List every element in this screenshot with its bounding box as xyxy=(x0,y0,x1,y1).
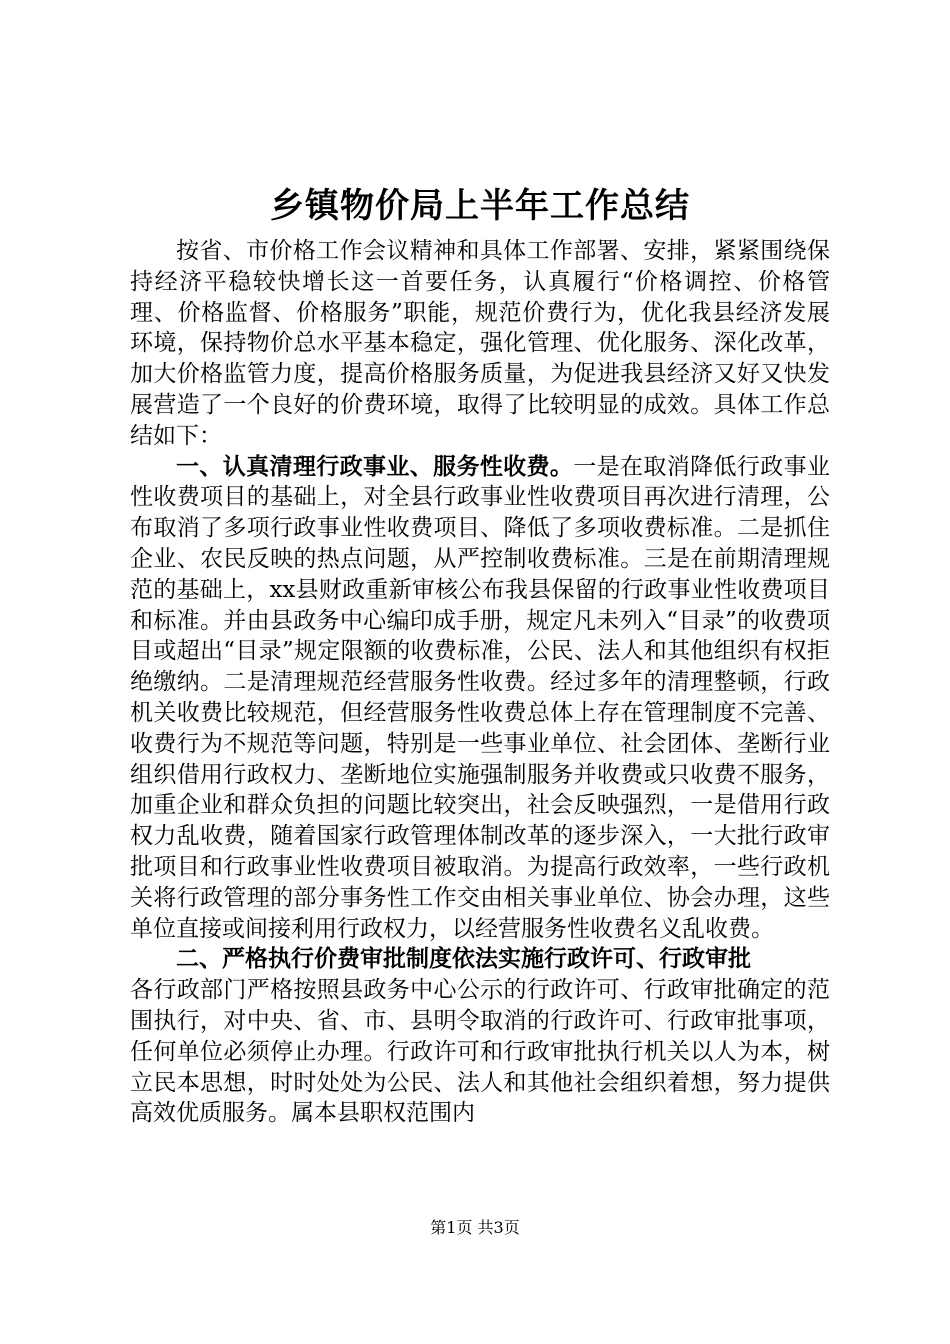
section-1-paragraph xyxy=(130,452,830,945)
intro-paragraph: 按省、市价格工作会议精神和具体工作部署、安排，紧紧围绕保持经济平稳较快增长这一首要任务，认真履行“价格调控、价格管理、价格监督、价格服务”职能，规范价费行为，优化我县经济发展环境，保持物价总水平基本稳定，强化管理、优化服务、深化改革，加大价格监管力度，提高价格服务质量，为促进我县经济又好又快发展营造了一个良好的价费环境，取得了比较明显的成效。具体工作总结如下： xyxy=(130,238,830,449)
document-page xyxy=(130,180,830,1129)
section-2-body: 各行政部门严格按照县政务中心公示的行政许可、行政审批确定的范围执行，对中央、省、市、县明令取消的行政许可、行政审批事项，任何单位必须停止办理。行政许可和行政审批执行机关以人为本，树立民本思想，时时处处为公民、法人和其他社会组织着想，努力提供高效优质服务。属本县职权范围内 xyxy=(130,977,830,1127)
section-1-body: 一是在取消降低行政事业性收费项目的基础上，对全县行政事业性收费项目再次进行清理，公布取消了多项行政事业性收费项目、降低了多项收费标准。二是抓住企业、农民反映的热点问题，从严控制收费标准。三是在前期清理规范的基础上，xx县财政重新审核公布我县保留的行政事业性收费项目和标准。并由县政务中心编印成手册，规定凡未列入“目录”的收费项目或超出“目录”规定限额的收费标准，公民、法人和其他组织有权拒绝缴纳。二是清理规范经营服务性收费。经过多年的清理整顿，行政机关收费比较规范，但经营服务性收费总体上存在管理制度不完善、收费行为不规范等问题，特别是一些事业单位、社会团体、垄断行业组织借用行政权力、垄断地位实施强制服务并收费或只收费不服务，加重企业和群众负担的问题比较突出，社会反映强烈，一是借用行政权力乱收费，随着国家行政管理体制改革的逐步深入，一大批行政审批项目和行政事业性收费项目被取消。为提高行政效率，一些行政机关将行政管理的部分事务性工作交由相关事业单位、协会办理，这些单位直接或间接利用行政权力，以经营服务性收费名义乱收费。 xyxy=(130,453,831,942)
document-title: 乡镇物价局上半年工作总结 xyxy=(270,186,690,226)
section-1-heading: 一、认真清理行政事业、服务性收费。 xyxy=(176,452,574,480)
page-footer: 第1页 共3页 xyxy=(430,1218,520,1237)
section-2-heading: 二、严格执行价费审批制度依法实施行政许可、行政审批 xyxy=(176,945,751,973)
